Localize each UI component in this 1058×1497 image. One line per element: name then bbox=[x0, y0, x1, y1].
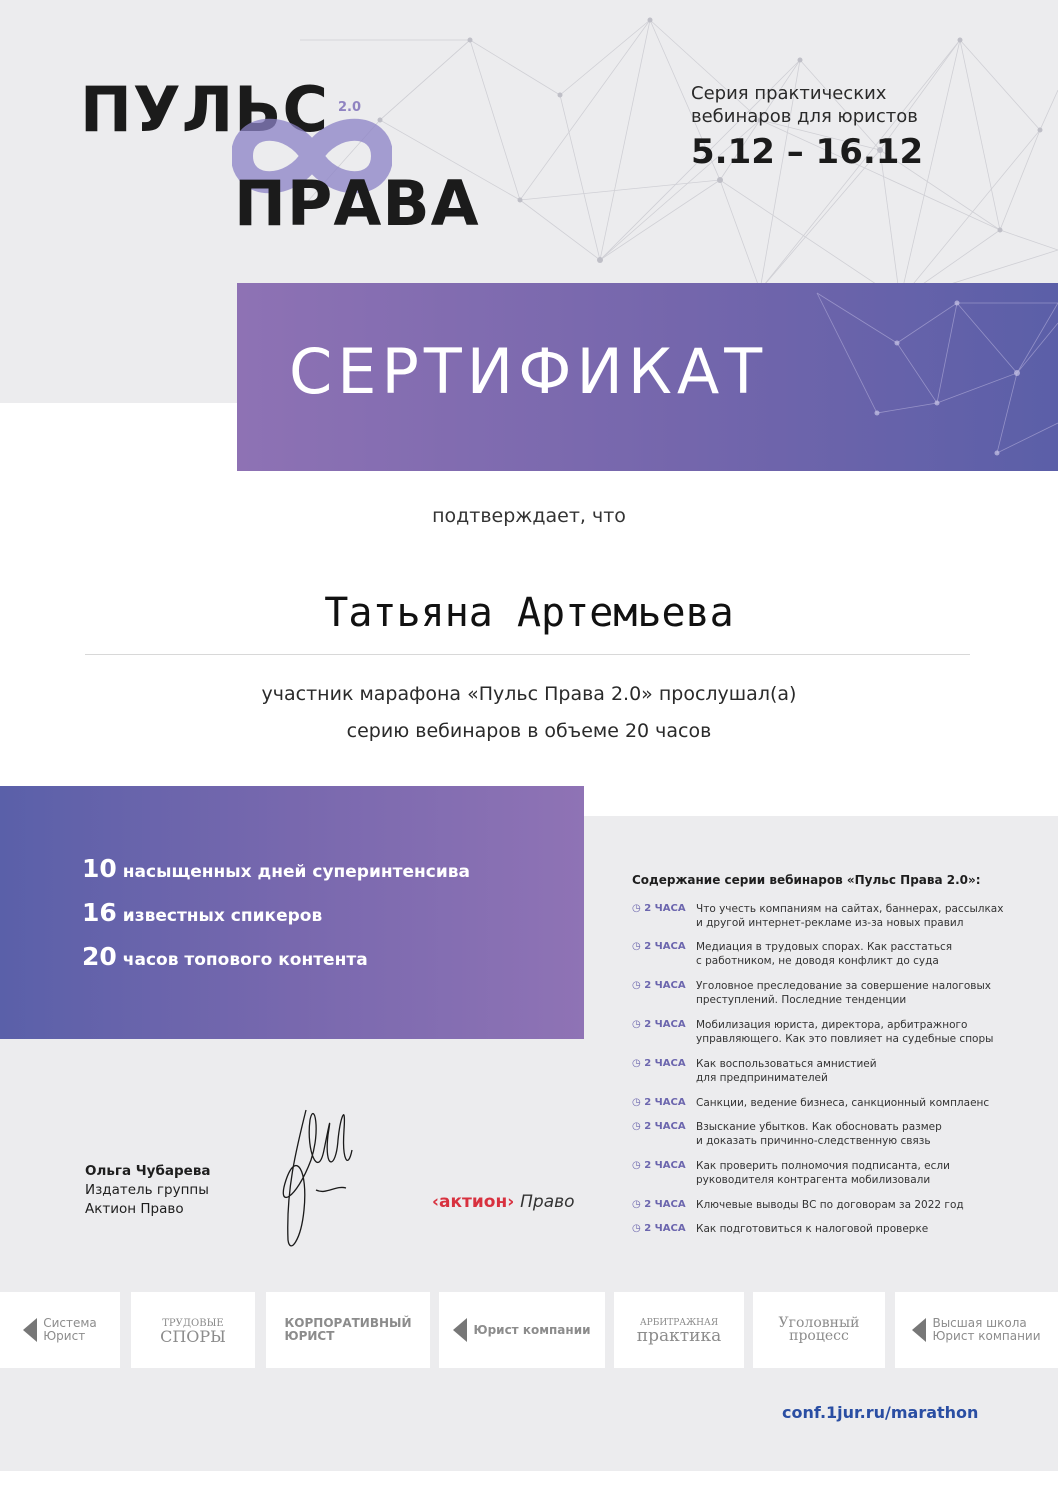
partner-logo-ugolovny-process: Уголовный процесс bbox=[753, 1292, 885, 1368]
fact-hours-number: 20 bbox=[82, 942, 117, 971]
content-title: Содержание серии вебинаров «Пульс Права 2.0»: bbox=[632, 873, 981, 887]
fact-hours-text: часов топового контента bbox=[122, 950, 368, 970]
clock-icon-hours: ◷ 2 ЧАСА bbox=[632, 1097, 686, 1108]
signer-block bbox=[85, 1162, 210, 1219]
signer-name: Ольга Чубарева bbox=[85, 1163, 211, 1179]
name-divider bbox=[85, 654, 970, 655]
partner-logo-trudovye-spory: ТРУДОВЫЕ СПОРЫ bbox=[131, 1292, 255, 1368]
banner-network-decoration bbox=[757, 283, 1058, 471]
partner-logos bbox=[0, 1292, 1058, 1368]
clock-icon-hours: ◷ 2 ЧАСА bbox=[632, 941, 686, 952]
logo-word-prava: ПРАВА bbox=[234, 167, 480, 240]
description-line-1: участник марафона «Пульс Права 2.0» прослушал(а) bbox=[261, 683, 797, 705]
facts-panel bbox=[0, 786, 584, 1039]
fact-days-text: насыщенных дней суперинтенсива bbox=[122, 862, 470, 882]
partner-logo-vysshaya-shkola: Высшая школа Юрист компании bbox=[895, 1292, 1058, 1368]
clock-icon-hours: ◷ 2 ЧАСА bbox=[632, 980, 686, 991]
series-line-1: Серия практических bbox=[691, 83, 887, 104]
aktion-pravo-logo bbox=[432, 1192, 575, 1212]
signer-role-1: Издатель группы bbox=[85, 1182, 209, 1198]
clock-icon-hours: ◷ 2 ЧАСА bbox=[632, 1019, 686, 1030]
partner-mark-icon bbox=[453, 1318, 467, 1342]
recipient-name: Татьяна Артемьева bbox=[324, 590, 734, 636]
partner-logo-arbitrazhnaya-praktika: АРБИТРАЖНАЯ практика bbox=[614, 1292, 744, 1368]
marathon-link[interactable]: conf.1jur.ru/marathon bbox=[782, 1403, 979, 1422]
certificate-banner bbox=[237, 283, 1058, 471]
clock-icon-hours: ◷ 2 ЧАСА bbox=[632, 1223, 686, 1234]
certificate-description bbox=[0, 676, 1058, 750]
certificate-page: ПУЛЬС 2.0 ПРАВА Серия практических вебинаров для юристов 5.12 – 16.12 СЕРТИФИКАТ подтверждает, что Татьяна Артемьева участник марафона «Пульс Права 2.0» прослушал(а) серию вебинаров в объеме 20 часов 10 насыщенных дней суперинтенсива 16 известных спикеров 20 часов топового контента Содержание серии вебинаров «Пульс Права 2.0»: ◷ 2 ЧАСА Что учесть компаниям на сайтах, баннерах, рассылках и другой интернет-рекламе из-за новых правил ◷ 2 ЧАСА Медиация в трудовых спорах. Как расстаться с работником, не доводя конфликт до суда ◷ 2 ЧАСА Уголовное преследование за совершение налоговых преступлений. Последние тенденции ◷ 2 ЧАСА Мобилизация юриста, директора, арбитражного управляющего. Как это повлияет на судебные споры ◷ 2 ЧАСА Как воспользоваться амнистией для предпринимателей ◷ 2 ЧАСА Санкции, ведение бизнеса, санкционный комплаенс ◷ 2 ЧАСА Взыскание убытков. Как обосновать размер и доказать причинно-следственную связь ◷ 2 ЧАСА Как проверить полномочия подписанта, если руководителя контрагента мобилизовали ◷ 2 ЧАСА Ключевые выводы ВС по договорам за 2022 год ◷ 2 ЧАСА Как подготовиться к налоговой проверке Ольга Чубарева Издатель группы Актион Право ‹актион› Право Система Юрист ТРУДОВЫЕ СПОРЫ КОРПОРАТИВНЫЙ ЮРИСТ Юрист компании АРБИТРАЖНАЯ практика Уголовный процесс Высшая школа Юрист компании conf.1jur.ru/marathon bbox=[0, 0, 1058, 1497]
partner-mark-icon bbox=[23, 1318, 37, 1342]
fact-hours bbox=[82, 942, 368, 971]
clock-icon-hours: ◷ 2 ЧАСА bbox=[632, 1160, 686, 1171]
description-line-2: серию вебинаров в объеме 20 часов bbox=[346, 720, 712, 742]
fact-speakers bbox=[82, 898, 322, 927]
certificate-title: СЕРТИФИКАТ bbox=[289, 335, 768, 408]
clock-icon-hours: ◷ 2 ЧАСА bbox=[632, 1058, 686, 1069]
series-line-2: вебинаров для юристов bbox=[691, 106, 918, 127]
partner-logo-sistema-yurist: Система Юрист bbox=[0, 1292, 120, 1368]
clock-icon-hours: ◷ 2 ЧАСА bbox=[632, 1121, 686, 1132]
fact-speakers-text: известных спикеров bbox=[122, 906, 323, 926]
clock-icon-hours: ◷ 2 ЧАСА bbox=[632, 903, 686, 914]
partner-logo-korporativny-yurist: КОРПОРАТИВНЫЙ ЮРИСТ bbox=[266, 1292, 430, 1368]
clock-icon-hours: ◷ 2 ЧАСА bbox=[632, 1199, 686, 1210]
pravo-word: Право bbox=[520, 1192, 575, 1212]
partner-mark-icon bbox=[912, 1318, 926, 1342]
series-caption bbox=[691, 82, 918, 128]
signer-role-2: Актион Право bbox=[85, 1201, 184, 1217]
fact-days bbox=[82, 854, 470, 883]
logo-version: 2.0 bbox=[338, 100, 362, 115]
event-dates: 5.12 – 16.12 bbox=[691, 132, 924, 172]
logo-word-pulse: ПУЛЬС bbox=[80, 73, 329, 146]
partner-logo-yurist-kompanii: Юрист компании bbox=[439, 1292, 605, 1368]
confirms-text: подтверждает, что bbox=[432, 505, 626, 527]
fact-speakers-number: 16 bbox=[82, 898, 117, 927]
signature-image bbox=[266, 1090, 366, 1255]
pulse-prava-logo bbox=[80, 73, 500, 240]
aktion-word: ‹актион› bbox=[432, 1192, 515, 1212]
fact-days-number: 10 bbox=[82, 854, 117, 883]
